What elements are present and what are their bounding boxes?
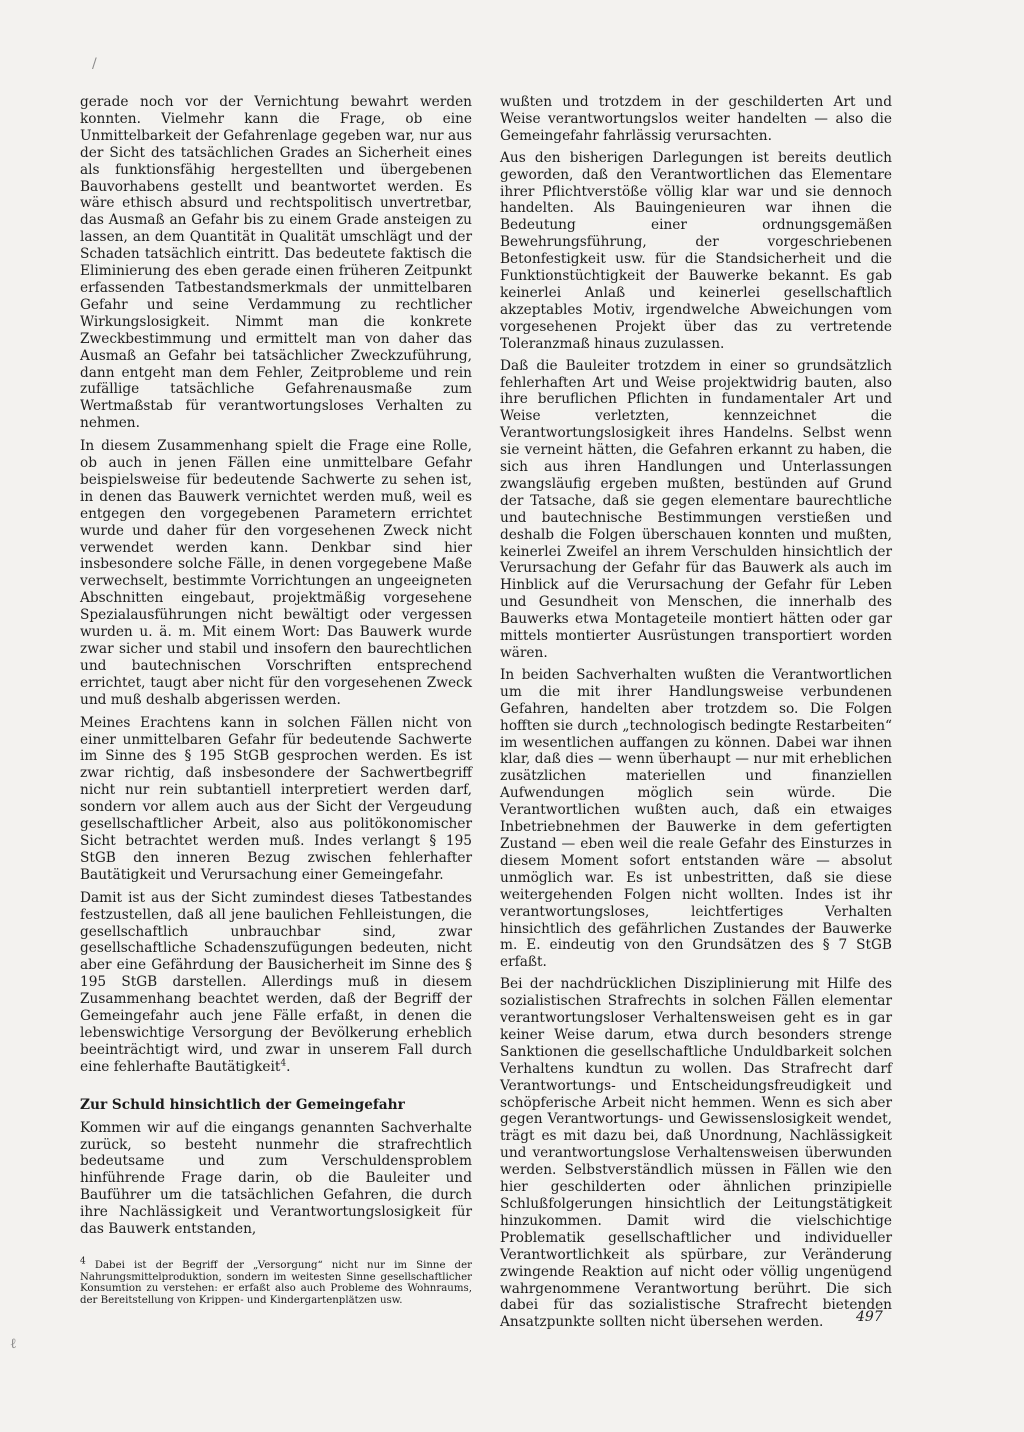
paragraph: Bei der nachdrücklichen Disziplinierung mit Hilfe des sozialistischen Strafrechts in solchen Fällen elementar verantwortungsloser Verhaltensweisen geht es in gar keiner Weise darum, etwa durch besonders strenge Sanktionen die gesellschaftliche Unduldbarkeit solchen Verhaltens kundtun zu wollen. Das Strafrecht darf Verantwortungs- und Entscheidungsfreudigkeit und schöpferische Arbeit nicht hemmen. Wenn es sich aber gegen Verantwortungs- und Gewissenslosigkeit wendet, trägt es mit dazu bei, daß Unordnung, Nachlässigkeit und verantwortungslose Verhaltensweisen überwunden werden. Selbstverständlich müssen in Fällen wie den hier geschilderten oder ähnlichen prinzipielle Schlußfolgerungen hinsichtlich der Leitungstätigkeit hinzukommen. Damit wird die vielschichtige Problematik gesellschaftlicher und individueller Verantwortlichkeit als spürbare, zur Veränderung zwingende Reaktion auf nicht oder völlig ungenügend wahrgenommene Verantwortung berührt. Die sich dabei für das sozialistische Strafrecht bietenden Ansatzpunkte sollten nicht übersehen werden. [500, 976, 892, 1331]
footnote-marker: 4 [80, 1256, 86, 1267]
paragraph-with-footnote-ref: Damit ist aus der Sicht zumindest dieses Tatbestandes festzustellen, daß all jene baulichen Fehlleistungen, die gesellschaftlich unbrauchbar sind, zwar gesellschaftliche Schadenszufügungen bedeuten, nicht aber eine Gefährdung der Bausicherheit im Sinne des § 195 StGB darstellen. Allerdings muß in diesem Zusammenhang beachtet werden, daß der Begriff der Gemeingefahr auch jene Fälle erfaßt, in denen die lebenswichtige Versorgung der Bevölkerung erheblich beeinträchtigt wird, und zwar in unserem Fall durch eine fehlerhafte Bautätigkeit$^4$. [80, 889, 472, 1075]
paragraph: Meines Erachtens kann in solchen Fällen nicht von einer unmittelbaren Gefahr für bedeutende Sachwerte im Sinne des § 195 StGB gesprochen werden. Es ist zwar richtig, daß insbesondere der Sachwertbegriff nicht nur rein subtantiell interpretiert werden darf, sondern vor allem auch aus der Sicht der Vergeudung gesellschaftlicher Arbeit, also aus politökonomischer Sicht betrachtet werden muß. Indes verlangt § 195 StGB den inneren Bezug zwischen fehlerhafter Bautätigkeit und Verursachung einer Gemeingefahr. [80, 714, 472, 883]
paragraph: Daß die Bauleiter trotzdem in einer so grundsätzlich fehlerhaften Art und Weise projektwidrig bauten, also ihre beruflichen Pflichten in fundamentaler Art und Weise verletzten, kennzeichnet die Verantwortungslosigkeit ihres Handelns. Selbst wenn sie verneint hätten, die Gefahren erkannt zu haben, die sich aus ihren Handlungen und Unterlassungen zwangsläufig ergeben mußten, bestünden auf Grund der Tatsache, daß sie gegen elementare baurechtliche und bautechnische Bestimmungen verstießen und deshalb die Folgen überschauen konnten und mußten, keinerlei Zweifel an ihrem Verschulden hinsichtlich der Verursachung der Gefahr für das Bauwerk als auch im Hinblick auf die Verursachung der Gefahr für Leben und Gesundheit von Menschen, die innerhalb des Bauwerks etwa Montageteile montiert hätten oder gar mittels montierter Ausrüstungen transportiert worden wären. [500, 357, 892, 661]
page-number: 497 [856, 1309, 883, 1325]
paragraph: wußten und trotzdem in der geschilderten Art und Weise verantwortungslos weiter handelten — also die Gemeingefahr fahrlässig verursachten. [500, 94, 892, 144]
paragraph: In diesem Zusammenhang spielt die Frage eine Rolle, ob auch in jenen Fällen eine unmittelbare Gefahr beispielsweise für bedeutende Sachwerte zu sehen ist, in denen das Bauwerk vernichtet werden muß, weil es entgegen den vorgegebenen Parametern errichtet wurde und daher für den vorgesehenen Zweck nicht verwendet werden kann. Denkbar sind hier insbesondere solche Fälle, in denen vorgegebene Maße verwechselt, bestimmte Vorrichtungen an ungeeigneten Abschnitten eingebaut, projektmäßig vorgesehene Spezialausführungen nicht bewältigt oder vergessen wurden u. ä. m. Mit einem Wort: Das Bauwerk wurde zwar sicher und stabil und insofern den baurechtlichen und bautechnischen Vorschriften entsprechend errichtet, taugt aber nicht für den vorgesehenen Zweck und muß deshalb abgerissen werden. [80, 438, 472, 708]
paragraph: gerade noch vor der Vernichtung bewahrt werden konnten. Vielmehr kann die Frage, ob eine Unmittelbarkeit der Gefahrenlage gegeben war, nur aus der Sicht des tatsächlichen Grades an Sicherheit eines als funktionsfähig hergestellten und übergebenen Bauvorhabens gestellt und beantwortet werden. Es wäre ethisch absurd und rechtspolitisch unvertretbar, das Ausmaß an Gefahr bis zu einem Grade ansteigen zu lassen, an dem Quantität in Qualität umschlägt und der Schaden tatsächlich eintritt. Das bedeutete faktisch die Eliminierung des eben gerade einen früheren Zeitpunkt erfassenden Tatbestandsmerkmals der unmittelbaren Gefahr und seine Verdammung zu rechtlicher Wirkungslosigkeit. Nimmt man die konkrete Zweckbestimmung und ermittelt man von daher das Ausmaß an Gefahr bei tatsächlicher Zweckzuführung, dann entgeht man dem Fehler, Zeitprobleme und rein zufällige tatsächliche Gefahrenausmaße zum Wertmaßstab für verantwortungsloses Verhalten zu nehmen. [80, 94, 472, 432]
footnote-area [80, 1256, 472, 1306]
footnote-text: Dabei ist der Begriff der „Versorgung“ nicht nur im Sinne der Nahrungsmittelproduktion, sondern im weitesten Sinne gesellschaftlicher Konsumtion zu verstehen: er erfaßt also auch Probleme des Wohnraums, der Bereitstellung von Krippen- und Kindergartenplätzen usw. [80, 1260, 472, 1306]
paragraph: Aus den bisherigen Darlegungen ist bereits deutlich geworden, daß den Verantwortlichen das Elementare ihrer Pflichtverstöße völlig klar war und sie dennoch handelten. Als Bauingenieuren war ihnen die Bedeutung einer ordnungsgemäßen Bewehrungsführung, der vorgeschriebenen Betonfestigkeit usw. für die Standsicherheit und die Funktionstüchtigkeit der Bauwerke bekannt. Es gab keinerlei Anlaß und keinerlei gesellschaftlich akzeptables Motiv, irgendwelche Abweichungen vom vorgesehenen Projekt über das zu vertretende Toleranzmaß hinaus zuzulassen. [500, 149, 892, 352]
paragraph: In beiden Sachverhalten wußten die Verantwortlichen um die mit ihrer Handlungsweise verbundenen Gefahren, handelten aber trotzdem so. Die Folgen hofften sie durch „technologisch bedingte Restarbeiten“ im wesentlichen auffangen zu können. Dabei war ihnen klar, daß dies — wenn überhaupt — nur mit erheblichen zusätzlichen materiellen und finanziellen Aufwendungen möglich sein würde. Die Verantwortlichen wußten auch, daß ein etwaiges Inbetriebnehmen der Bauwerke in dem gefertigten Zustand — eben weil die reale Gefahr des Einsturzes in diesem Moment sofort entstanden wäre — absolut unmöglich war. Es ist unbestritten, daß sie diese weitergehenden Folgen nicht wollten. Indes ist ihr verantwortungsloses, leichtfertiges Verhalten hinsichtlich des gefährlichen Zustandes der Bauwerke m. E. eindeutig von den Grundsätzen des § 7 StGB erfaßt. [500, 666, 893, 971]
section-heading: Zur Schuld hinsichtlich der Gemeingefahr [80, 1096, 405, 1113]
scan-mark: / [92, 56, 97, 72]
paragraph: Kommen wir auf die eingangs genannten Sachverhalte zurück, so besteht nunmehr die strafrechtlich bedeutsame und zum Verschuldensproblem hinführende Frage darin, ob die Bauleiter und Bauführer um die tatsächlichen Gefahren, die durch ihre Nachlässigkeit und Verantwortungslosigkeit für das Bauwerk entstanden, [80, 1119, 472, 1238]
scan-mark: ℓ [10, 1336, 17, 1352]
left-column [80, 94, 472, 1306]
footnote-reference: 4 [280, 1058, 287, 1069]
right-column [500, 94, 892, 1336]
footnote [80, 1256, 472, 1306]
paragraph-text: Damit ist aus der Sicht zumindest dieses Tatbestandes festzustellen, daß all jene baulichen Fehlleistungen, die gesellschaftlich unbrauchbar sind, zwar gesellschaftliche Schadenszufügungen bedeuten, nicht aber eine Gefährdung der Bausicherheit im Sinne des § 195 StGB darstellen. Allerdings muß in diesem Zusammenhang beachtet werden, daß der Begriff der Gemeingefahr auch jene Fälle erfaßt, in denen die lebenswichtige Versorgung der Bevölkerung erheblich beeinträchtigt wird, und zwar in unserem Fall durch eine fehlerhafte Bautätigkeit [80, 889, 472, 1075]
